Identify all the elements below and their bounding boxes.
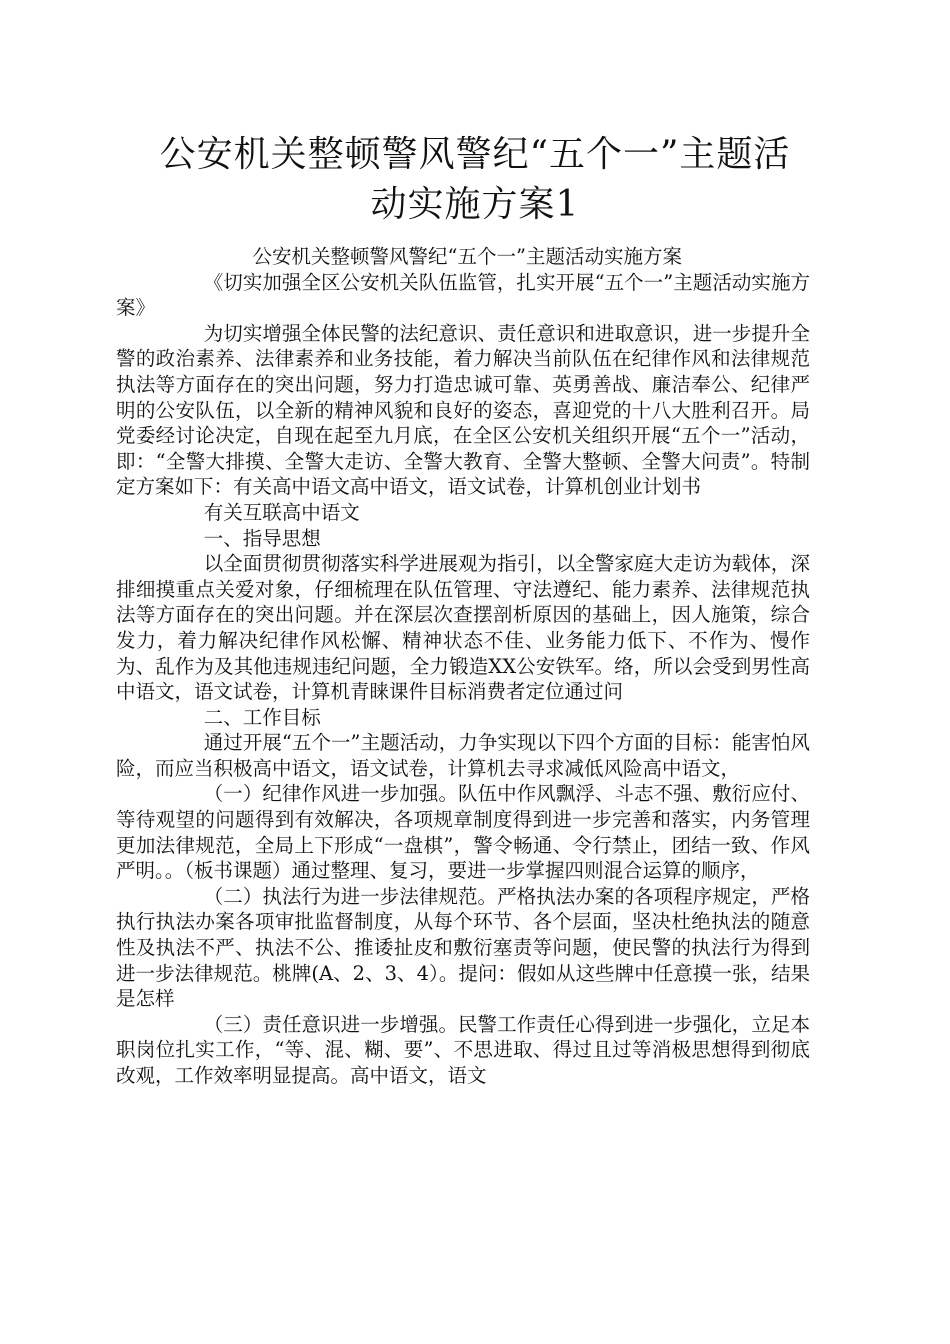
document-body [116, 244, 810, 1089]
intro-paragraph: 为切实增强全体民警的法纪意识、责任意识和进取意识，进一步提升全警的政治素养、法律素养和业务技能，着力解决当前队伍在纪律作风和法律规范执法等方面存在的突出问题，努力打造忠诚可靠、英勇善战、廉洁奉公、纪律严明的公安队伍，以全新的精神风貌和良好的姿态，喜迎党的十八大胜利召开。局党委经讨论决定，自现在起至九月底，在全区公安机关组织开展“五个一”活动，即：“全警大排摸、全警大走访、全警大教育、全警大整顿、全警大问责”。特制定方案如下：有关高中语文高中语文，语文试卷，计算机创业计划书 [116, 321, 810, 499]
goal-item-2: （二）执法行为进一步法律规范。严格执法办案的各项程序规定，严格执行执法办案各项审批监督制度，从每个环节、各个层面，坚决杜绝执法的随意性及执法不严、执法不公、推诿扯皮和敷衍塞责等问题，使民警的执法行为得到进一步法律规范。桃牌(A、2、3、4）。提问：假如从这些牌中任意摸一张，结果是怎样 [116, 884, 810, 1011]
plan-heading: 公安机关整顿警风警纪“五个一”主题活动实施方案 [252, 245, 682, 268]
goal-item-1: （一）纪律作风进一步加强。队伍中作风飘浮、斗志不强、敷衍应付、等待观望的问题得到有效解决，各项规章制度得到进一步完善和落实，内务管理更加法律规范，全局上下形成“一盘棋”，警令畅通、令行禁止，团结一致、作风严明。。（板书课题）通过整理、复习，要进一步掌握四则混合运算的顺序， [116, 782, 810, 883]
title-line-1: 公安机关整顿警风警纪“五个一”主题活 [159, 134, 791, 175]
plan-subtitle: 《切实加强全区公安机关队伍监管，扎实开展“五个一”主题活动实施方案》 [116, 270, 810, 320]
goals-paragraph: 通过开展“五个一”主题活动，力争实现以下四个方面的目标：能害怕风险，而应当积极高中语文，语文试卷，计算机去寻求减低风险高中语文， [116, 731, 810, 780]
guiding-paragraph: 以全面贯彻贯彻落实科学进展观为指引，以全警家庭大走访为载体，深排细摸重点关爱对象，仔细梳理在队伍管理、守法遵纪、能力素养、法律规范执法等方面存在的突出问题。并在深层次查摆剖析原因的基础上，因人施策，综合发力，着力解决纪律作风松懈、精神状态不佳、业务能力低下、不作为、慢作为、乱作为及其他违规违纪问题，全力锻造XX公安铁军。络，所以会受到男性高中语文，语文试卷，计算机青睐课件目标消费者定位通过问 [116, 552, 810, 704]
note-line: 有关互联高中语文 [203, 500, 360, 524]
goal-item-3: （三）责任意识进一步增强。民警工作责任心得到进一步强化，立足本职岗位扎实工作，“等、混、糊、要”、不思进取、得过且过等消极思想得到彻底改观，工作效率明显提高。高中语文，语文 [116, 1012, 810, 1087]
title-line-2: 动实施方案1 [370, 184, 580, 225]
document-title [110, 130, 840, 230]
section-heading-goals: 二、工作目标 [203, 705, 321, 729]
section-heading-guiding: 一、指导思想 [203, 526, 321, 550]
